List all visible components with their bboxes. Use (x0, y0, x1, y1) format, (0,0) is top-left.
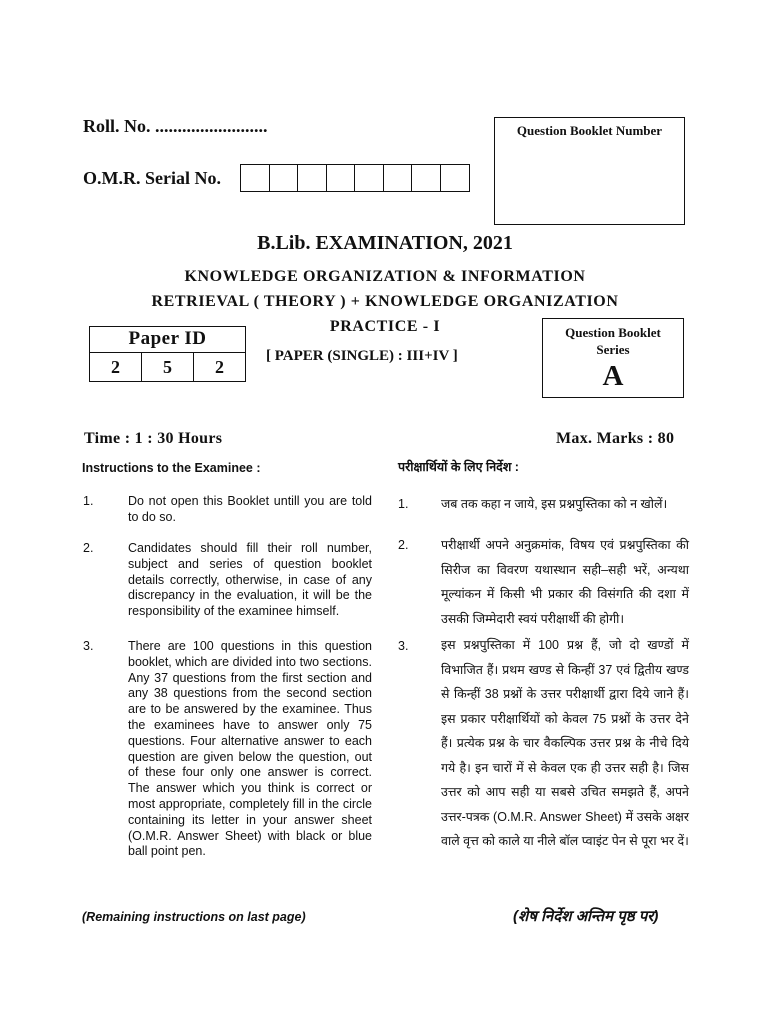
omr-box (327, 165, 356, 191)
subject-line-3: PRACTICE - I (329, 318, 441, 335)
omr-box (298, 165, 327, 191)
instruction-hi-text: जब तक कहा न जाये, इस प्रश्नपुस्तिका को न खोलें। (441, 497, 668, 511)
instruction-en-number: 1. (83, 494, 94, 508)
instruction-hi-number: 3. (398, 639, 409, 653)
omr-box (412, 165, 441, 191)
question-booklet-number-box (494, 117, 685, 225)
omr-serial-boxes (240, 164, 470, 192)
question-booklet-number-label: Question Booklet Number (516, 123, 663, 138)
footer-note-hi: (शेष निर्देश अन्तिम पृष्ठ पर) (513, 908, 659, 925)
paper-id-box (89, 326, 246, 382)
subject-line-2: RETRIEVAL ( THEORY ) + KNOWLEDGE ORGANIZATION (151, 293, 619, 310)
instructions-en-title: Instructions to the Examinee : (82, 461, 261, 475)
omr-box (355, 165, 384, 191)
instruction-hi-text: परीक्षार्थी अपने अनुक्रमांक, विषय एवं प्रश्नपुस्तिका की सिरीज का विवरण यथास्थान सही–सही भरें, अन्यथा मूल्यांकन में किसी भी प्रकार की विसंगति की दशा में उसकी जिम्मेदारी स्वयं परीक्षार्थी की होगी। (441, 538, 689, 626)
exam-time: Time : 1 : 30 Hours (84, 430, 223, 447)
paper-id-digit: 5 (142, 353, 194, 381)
instruction-hi-number: 2. (398, 538, 409, 552)
paper-id-label: Paper ID (90, 327, 245, 353)
footer-note-en: (Remaining instructions on last page) (82, 910, 306, 924)
paper-id-digit: 2 (90, 353, 142, 381)
instruction-en-text: Do not open this Booklet untill you are told to do so. (128, 494, 372, 524)
subject-line-1: KNOWLEDGE ORGANIZATION & INFORMATION (184, 268, 586, 285)
booklet-series-value: A (602, 360, 624, 392)
instruction-en-number: 3. (83, 639, 94, 653)
omr-serial-label: O.M.R. Serial No. (83, 168, 221, 188)
instruction-en-number: 2. (83, 541, 94, 555)
omr-box (441, 165, 470, 191)
instruction-en-text: Candidates should fill their roll number, subject and series of question booklet details correctly, otherwise, in case of any discrepancy in the evaluation, it will be the responsibility of the examinee himself. (128, 541, 372, 619)
booklet-series-label: Question Booklet Series (565, 325, 661, 357)
omr-box (241, 165, 270, 191)
max-marks: Max. Marks : 80 (556, 430, 675, 447)
paper-type: [ PAPER (SINGLE) : III+IV ] (266, 348, 458, 364)
instruction-en-text: There are 100 questions in this question booklet, which are divided into two sections. Any 37 questions from the first section and any 38 questions from the second section are to be answered by the examinee. Thus the examinees have to answer only 75 questions. Four alternative answer to each question are given below the question, out of these four only one answer is correct. The answer which you think is correct or most appropriate, completely fill in the circle containing its letter in your answer sheet (O.M.R. Answer Sheet) with black or blue ball point pen. (128, 639, 372, 859)
exam-title: B.Lib. EXAMINATION, 2021 (257, 232, 513, 254)
paper-id-digit: 2 (215, 357, 224, 377)
booklet-series-box (542, 318, 684, 398)
omr-box (384, 165, 413, 191)
omr-box (270, 165, 299, 191)
instruction-hi-number: 1. (398, 497, 409, 511)
instruction-hi-text: इस प्रश्नपुस्तिका में 100 प्रश्न हैं, जो दो खण्डों में विभाजित हैं। प्रथम खण्ड से किन्हीं 37 एवं द्वितीय खण्ड से किन्हीं 38 प्रश्नों के उत्तर परीक्षार्थी द्वारा दिये जाने हैं। इस प्रकार परीक्षार्थियों को केवल 75 प्रश्नों के उत्तर देने हैं। प्रत्येक प्रश्न के चार वैकल्पिक उत्तर प्रश्न के नीचे दिये गये है। इन चारों में से केवल एक ही उत्तर सही है। जिस उत्तर को आप सही या सबसे उचित समझते हैं, अपने उत्तर-पत्रक (O.M.R. Answer Sheet) में उसके अक्षर वाले वृत्त को काले या नीले बॉल प्वाइंट पेन से पूरा भर दें। (441, 638, 689, 848)
roll-number-field: Roll. No. ......................... (83, 116, 268, 136)
instructions-hi-title: परीक्षार्थियों के लिए निर्देश : (398, 460, 519, 474)
